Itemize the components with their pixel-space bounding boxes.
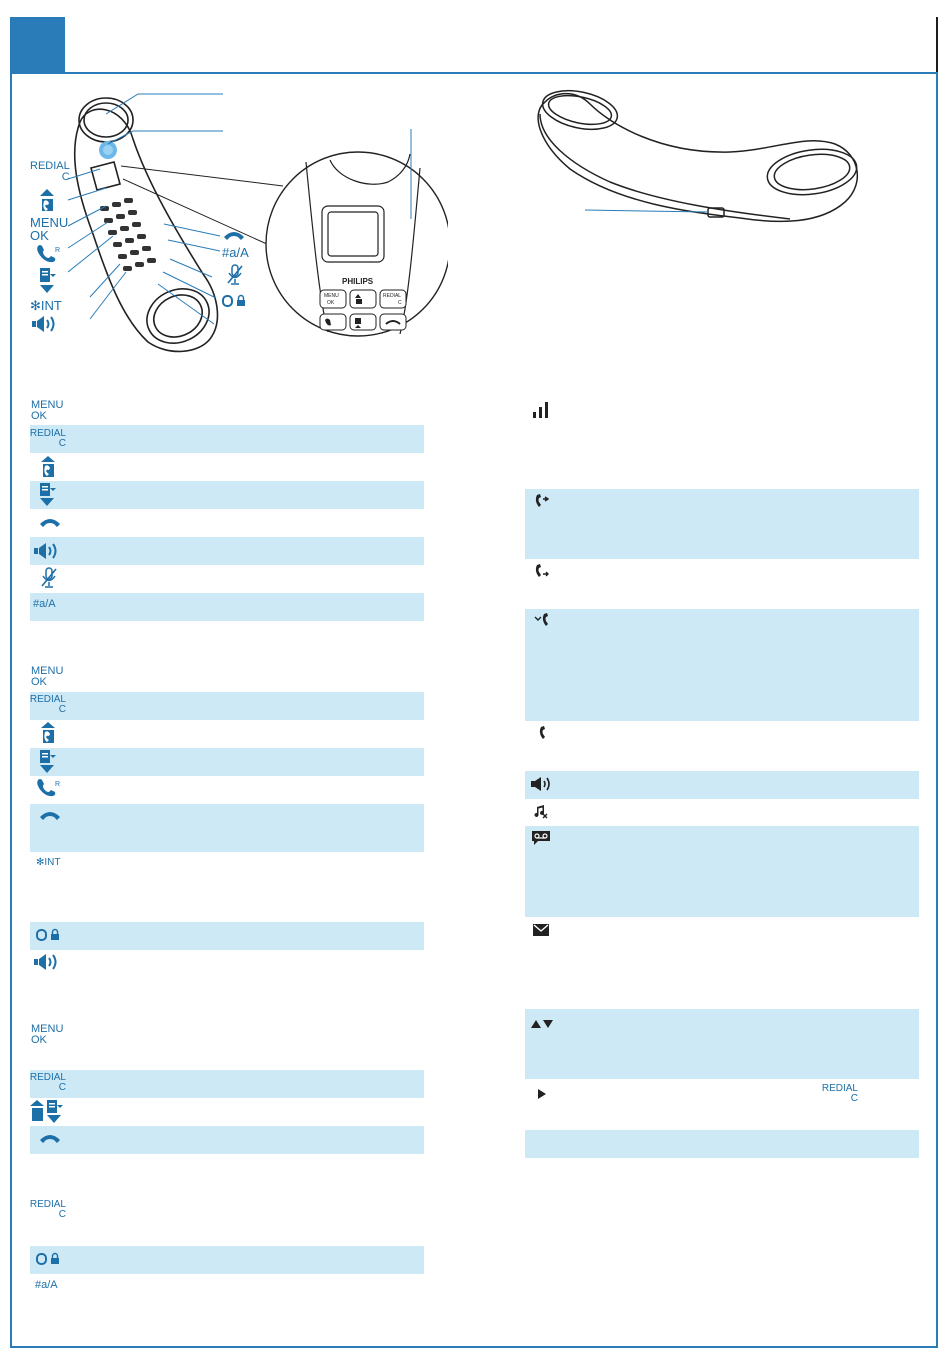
star-glyph: ✻ [36, 857, 45, 868]
header-rule [936, 17, 938, 74]
talk-key-icon [36, 778, 62, 798]
callout-speaker-icon [32, 316, 60, 332]
r-text: R [55, 781, 61, 788]
redial-text: REDIAL [29, 694, 66, 705]
callout-ok-text: OK [30, 228, 49, 243]
handset-icon [537, 726, 547, 740]
hash-glyph: # [35, 1279, 42, 1291]
call-log-down-key-icon [38, 750, 58, 774]
callout-talk-r-icon [36, 244, 62, 264]
left-row-13 [30, 776, 424, 804]
callout-menu-ok [30, 216, 68, 242]
section-tab-block [10, 17, 65, 74]
key-menu-ok-3 [31, 1024, 63, 1046]
left-row-17 [30, 950, 424, 978]
brand-label: PHILIPS [342, 277, 374, 286]
left-row-21 [30, 1126, 424, 1154]
left-row-1 [30, 396, 424, 424]
right-row-3 [525, 771, 919, 799]
right-row-5 [525, 1009, 919, 1079]
key-star-int [36, 858, 61, 868]
speaker-icon [34, 954, 62, 970]
svg-text:R: R [55, 247, 61, 254]
right-row-6 [525, 1130, 919, 1158]
left-row-15 [30, 852, 424, 922]
left-row-18 [30, 1020, 424, 1048]
zero-lock-key-icon [36, 928, 62, 942]
ringer-off-icon [534, 805, 548, 819]
up-down-keys-icon [30, 1100, 64, 1124]
c-text: C [58, 1209, 66, 1220]
menu-text: MENU [31, 665, 64, 677]
aA-text: a/A [39, 598, 56, 610]
left-row-3 [30, 453, 424, 481]
ok-text: OK [31, 1034, 47, 1046]
c-text: C [58, 704, 66, 715]
hash-glyph: # [33, 598, 40, 610]
svg-text:MENU: MENU [324, 293, 339, 299]
callout-int-text: INT [40, 298, 62, 313]
key-redial-c-right [820, 1084, 858, 1104]
key-hash-aA-1 [33, 599, 56, 610]
c-text: C [850, 1093, 858, 1104]
redial-text: REDIAL [29, 1199, 66, 1210]
key-menu-ok-1 [31, 400, 63, 422]
star-glyph: ✻ [30, 298, 41, 313]
end-call-icon [38, 808, 62, 820]
left-row-2 [30, 425, 424, 453]
key-hash-aA-2 [35, 1280, 58, 1291]
redial-text: REDIAL [29, 428, 66, 439]
menu-text: MENU [31, 1023, 64, 1035]
base-station-illustration [530, 84, 870, 234]
speaker-icon [34, 543, 62, 559]
menu-text: MENU [31, 399, 64, 411]
signal-bars-icon [532, 402, 550, 418]
callout-star-int [30, 299, 62, 312]
ok-text: OK [31, 410, 47, 422]
callout-zero-lock-icon [222, 294, 248, 308]
message-envelope-icon [533, 924, 549, 936]
key-redial-c-1 [30, 429, 66, 449]
int-text: INT [44, 857, 61, 868]
key-menu-ok-2 [31, 666, 63, 688]
aA-text: a/A [41, 1279, 58, 1291]
callout-down-key-icon [38, 268, 58, 294]
left-row-9 [30, 663, 424, 691]
left-row-20 [30, 1098, 424, 1126]
callout-aA-text: a/A [229, 245, 249, 260]
c-text: C [58, 1082, 66, 1093]
left-row-12 [30, 748, 424, 776]
right-row-1 [525, 489, 919, 559]
left-row-4 [30, 481, 424, 509]
key-redial-c-3 [30, 1073, 66, 1093]
left-row-5 [30, 509, 424, 537]
c-text: C [58, 438, 66, 449]
redial-text: REDIAL [821, 1083, 858, 1094]
phonebook-up-key-icon [40, 456, 56, 478]
missed-call-icon [534, 613, 550, 627]
left-row-10 [30, 692, 424, 720]
svg-text:C: C [398, 300, 402, 306]
end-call-icon [38, 1131, 62, 1143]
right-arrow-icon [538, 1089, 546, 1099]
handset-illustration [28, 84, 448, 364]
ok-text: OK [31, 676, 47, 688]
left-row-11 [30, 720, 424, 748]
left-row-22 [30, 1246, 424, 1274]
incoming-call-icon [534, 494, 550, 508]
zero-lock-key-icon [36, 1252, 62, 1266]
key-redial-c-2 [30, 695, 66, 715]
callout-up-key-icon [38, 189, 56, 213]
left-row-7 [30, 565, 424, 593]
left-row-14 [30, 804, 424, 852]
callout-end-call-icon [222, 228, 246, 240]
voicemail-icon [531, 830, 551, 846]
outgoing-call-icon [534, 564, 550, 578]
callout-redial-c [30, 161, 70, 183]
hash-glyph: # [222, 245, 230, 260]
loudspeaker-icon [531, 777, 553, 791]
left-row-19 [30, 1070, 424, 1098]
mute-mic-icon [40, 567, 58, 589]
callout-redial-text: REDIAL [30, 160, 70, 172]
callout-mute-icon [226, 264, 244, 286]
phonebook-up-key-icon [40, 722, 56, 744]
svg-text:OK: OK [327, 300, 335, 306]
end-call-icon [38, 515, 62, 527]
right-row-4 [525, 826, 919, 917]
call-log-down-key-icon [38, 483, 58, 507]
callout-hash-aA [222, 246, 249, 259]
left-row-16 [30, 922, 424, 950]
left-row-8 [30, 593, 424, 621]
callout-menu-text: MENU [30, 215, 69, 230]
left-row-6 [30, 537, 424, 565]
redial-text: REDIAL [29, 1072, 66, 1083]
up-down-arrows-icon [530, 1019, 554, 1029]
callout-c-text: C [61, 171, 70, 183]
key-redial-c-4 [30, 1200, 66, 1220]
right-row-2 [525, 609, 919, 721]
svg-text:REDIAL: REDIAL [383, 293, 402, 299]
